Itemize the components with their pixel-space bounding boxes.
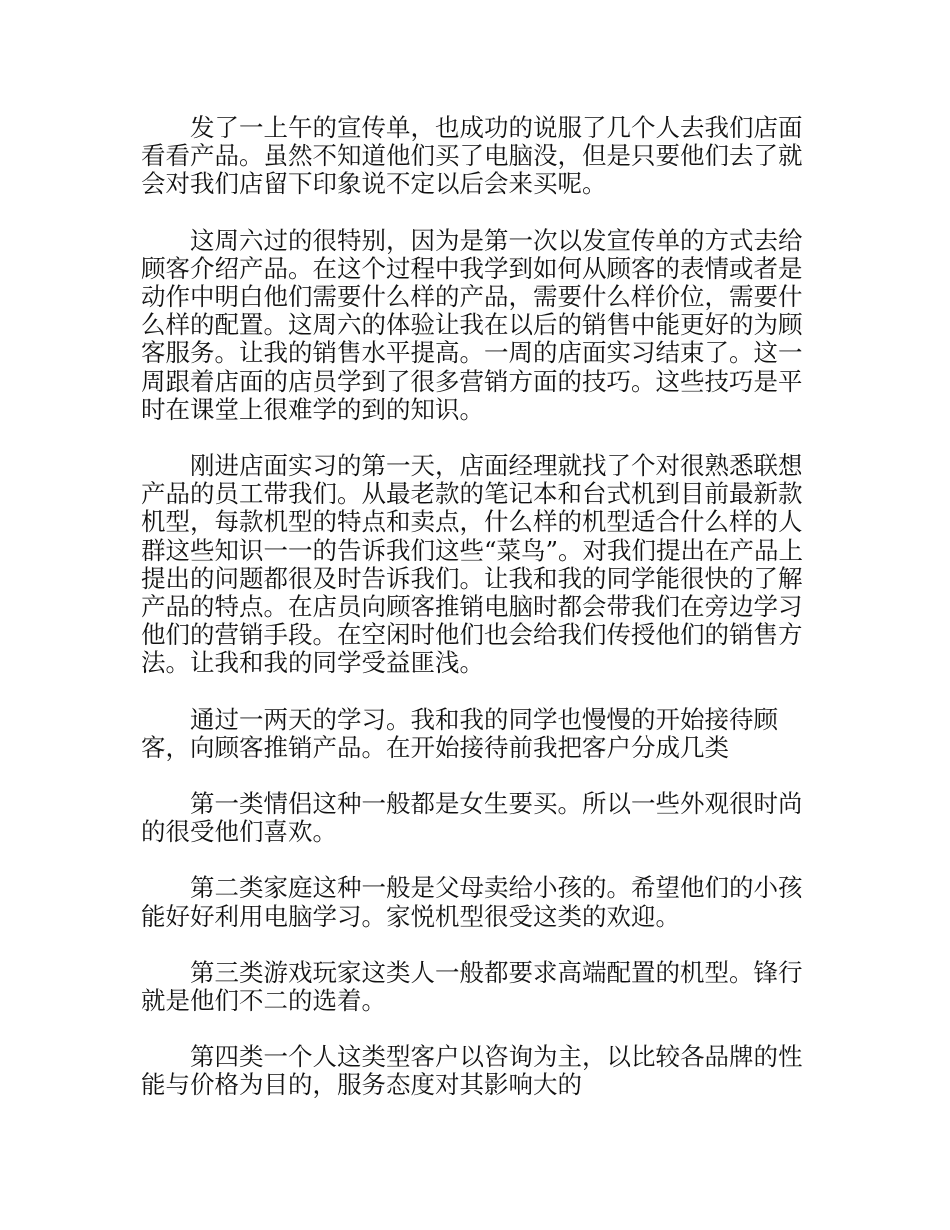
paragraph-4: 通过一两天的学习。我和我的同学也慢慢的开始接待顾客，向顾客推销产品。在开始接待前我把客户分成几类 (141, 704, 778, 762)
paragraph-8: 第四类一个人这类型客户以咨询为主，以比较各品牌的性能与价格为目的，服务态度对其影响大的 (141, 1042, 803, 1100)
document-body (141, 114, 821, 1128)
paragraph-7: 第三类游戏玩家这类人一般都要求高端配置的机型。锋行就是他们不二的选着。 (141, 957, 803, 1016)
paragraph-3: 刚进店面实习的第一天，店面经理就找了个对很熟悉联想产品的员工带我们。从最老款的笔记本和台式机到目前最新款机型，每款机型的特点和卖点，什么样的机型适合什么样的人群这些知识一一的告诉我们这些“菜鸟”。对我们提出在产品上提出的问题都很及时告诉我们。让我和我的同学能很快的了解产品的特点。在店员向顾客推销电脑时都会带我们在旁边学习他们的营销手段。在空闲时他们也会给我们传授他们的销售方法。让我和我的同学受益匪浅。 (141, 451, 804, 678)
paragraph-2: 这周六过的很特别，因为是第一次以发宣传单的方式去给顾客介绍产品。在这个过程中我学到如何从顾客的表情或者是动作中明白他们需要什么样的产品，需要什么样价位，需要什么样的配置。这周六的体验让我在以后的销售中能更好的为顾客服务。让我的销售水平提高。一周的店面实习结束了。这一周跟着店面的店员学到了很多营销方面的技巧。这些技巧是平时在课堂上很难学的到的知识。 (141, 225, 803, 424)
paragraph-5: 第一类情侣这种一般都是女生要买。所以一些外观很时尚的很受他们喜欢。 (141, 789, 803, 847)
paragraph-1: 发了一上午的宣传单，也成功的说服了几个人去我们店面看看产品。虽然不知道他们买了电脑没，但是只要他们去了就会对我们店留下印象说不定以后会来买呢。 (141, 113, 803, 199)
paragraph-6: 第二类家庭这种一般是父母卖给小孩的。希望他们的小孩能好好利用电脑学习。家悦机型很受这类的欢迎。 (141, 873, 803, 931)
